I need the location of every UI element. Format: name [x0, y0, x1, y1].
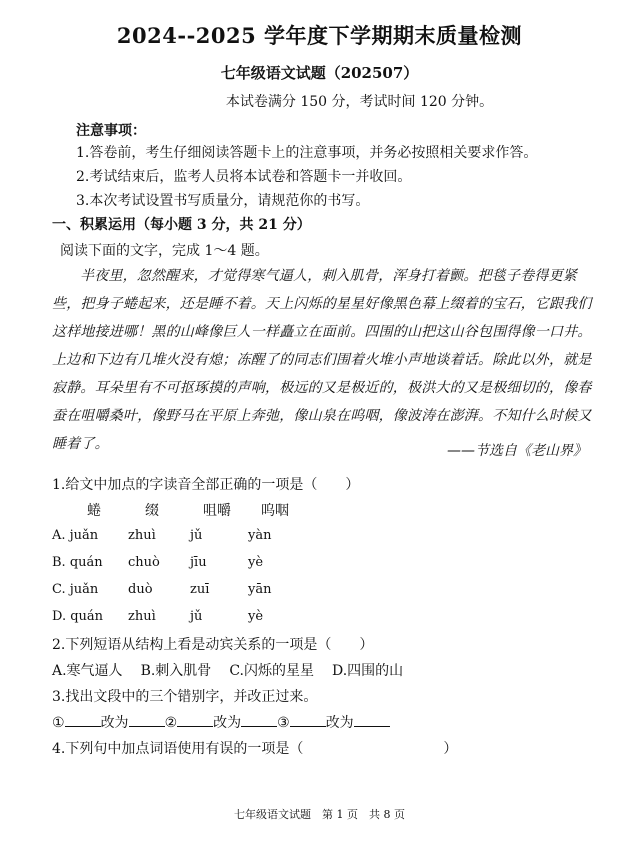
option-a-2: zhuì [128, 528, 156, 543]
option-d-2: zhuì [128, 609, 156, 624]
q2-option-c: C.闪烁的星星 [229, 663, 314, 679]
note-item-1: 1.答卷前，考生仔细阅读答题卡上的注意事项，并务必按照相关要求作答。 [76, 145, 538, 161]
word-2: 缀 [145, 503, 159, 519]
question-3-fill [52, 712, 390, 732]
word-1: 蜷 [87, 503, 101, 519]
section-heading: 一、积累运用（每小题 3 分，共 21 分） [52, 217, 311, 233]
note-item-3: 3.本次考试设置书写质量分，请规范你的书写。 [76, 193, 370, 209]
question-3-stem: 3.找出文段中的三个错别字，并改正过来。 [52, 689, 318, 705]
option-c-3: zuī [190, 582, 210, 597]
fill-blank-3b[interactable] [354, 712, 390, 727]
fill-blank-1b[interactable] [129, 712, 165, 727]
option-c-1: C. juǎn [52, 582, 99, 597]
question-1-option-b [52, 555, 308, 570]
fill-label-3: 改为 [325, 715, 354, 731]
fill-blank-1a[interactable] [65, 712, 101, 727]
question-1-stem: 1.给文中加点的字读音全部正确的一项是（ ） [52, 477, 360, 493]
option-b-4: yè [248, 555, 264, 570]
option-c-2: duò [128, 582, 153, 597]
question-1-option-d [52, 609, 308, 624]
option-b-2: chuò [128, 555, 160, 570]
option-a-4: yàn [248, 528, 272, 543]
exam-title: 2024--2025 学年度下学期期末质量检测 [116, 23, 523, 48]
option-b-3: jīu [190, 555, 207, 570]
fill-label-1: 改为 [100, 715, 129, 731]
option-a-1: A. juǎn [52, 528, 99, 543]
option-a-3: jǔ [190, 528, 203, 543]
notes-heading: 注意事项： [76, 123, 146, 139]
option-d-4: yè [248, 609, 264, 624]
fill-mark-2: ② [164, 715, 178, 731]
option-d-1: D. quán [52, 609, 104, 624]
question-1-option-c [52, 582, 308, 597]
passage-text: 半夜里，忽然醒来，才觉得寒气逼人，刺入肌骨，浑身打着颤。把毯子卷得更紧些，把身子蜷起来，还是睡不着。天上闪烁的星星好像黑色幕上缀着的宝石，它跟我们这样地接进哪！黑的山峰像巨人一样矗立在面前。四围的山把这山谷包围得像一口井。上边和下边有几堆火没有熄；冻醒了的同志们围着火堆小声地谈着话。除此以外，就是寂静。耳朵里有不可抠琢摸的声响，极远的又是极近的，极洪大的又是极细切的，像春蚕在咀嚼桑叶，像野马在平原上奔弛，像山泉在呜咽，像波涛在澎湃。不知什么时候又睡着了。 [52, 268, 592, 452]
exam-subtitle: 七年级语文试题（202507） [220, 64, 419, 82]
reading-passage [52, 262, 593, 458]
note-item-2: 2.考试结束后，监考人员将本试卷和答题卡一并收回。 [76, 169, 412, 185]
question-1-words [87, 500, 319, 520]
fill-mark-1: ① [52, 715, 65, 731]
option-b-1: B. quán [52, 555, 103, 570]
page-footer: 七年级语文试题 第 1 页 共 8 页 [234, 808, 405, 821]
question-2-options [52, 660, 421, 680]
fill-mark-3: ③ [277, 715, 290, 731]
exam-meta: 本试卷满分 150 分，考试时间 120 分钟。 [225, 94, 494, 110]
q2-option-d: D.四围的山 [331, 663, 404, 679]
option-d-3: jǔ [190, 609, 203, 624]
word-3: 咀嚼 [203, 503, 231, 519]
question-1-option-a [52, 528, 308, 543]
question-4-stem: 4.下列句中加点词语使用有误的一项是（ ） [52, 741, 458, 757]
q2-option-a: A.寒气逼人 [52, 663, 123, 679]
fill-blank-2b[interactable] [241, 712, 277, 727]
word-4: 呜咽 [261, 503, 289, 519]
option-c-4: yān [248, 582, 272, 597]
question-2-stem: 2.下列短语从结构上看是动宾关系的一项是（ ） [52, 637, 374, 653]
fill-blank-2a[interactable] [177, 712, 213, 727]
passage-source: ——节选自《老山界》 [447, 443, 587, 459]
section-instruction: 阅读下面的文字，完成 1～4 题。 [60, 243, 269, 259]
fill-blank-3a[interactable] [290, 712, 326, 727]
fill-label-2: 改为 [213, 715, 242, 731]
q2-option-b: B.刺入肌骨 [140, 663, 212, 679]
